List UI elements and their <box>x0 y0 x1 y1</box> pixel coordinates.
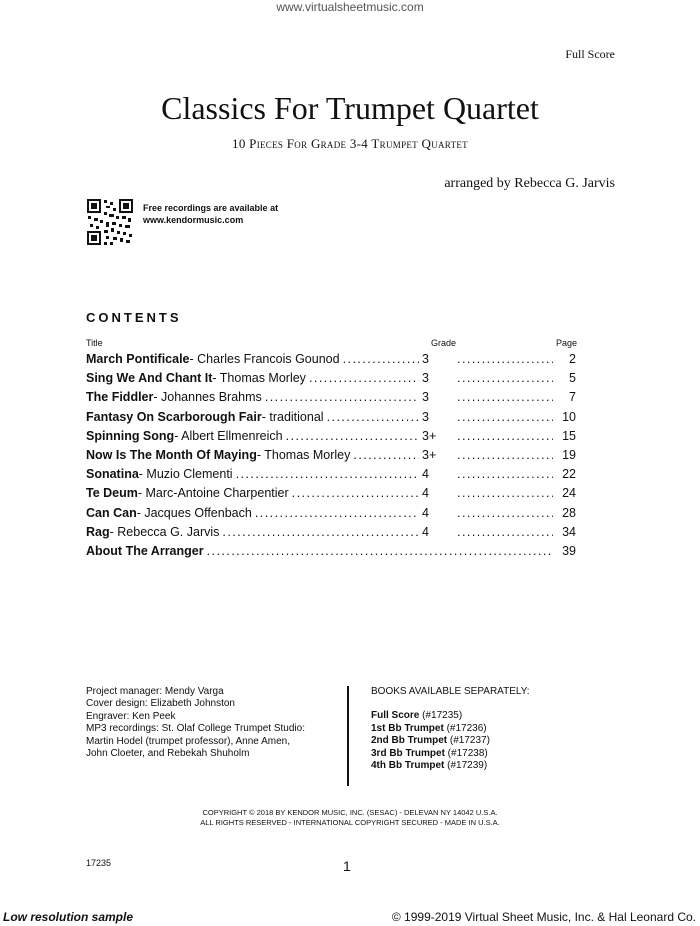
toc-composer: - Albert Ellmenreich <box>174 428 283 443</box>
toc-entry[interactable] <box>86 525 576 544</box>
toc-grade: 3+ <box>422 428 437 443</box>
toc-entry[interactable] <box>86 467 576 486</box>
toc-composer: - traditional <box>261 409 324 424</box>
toc-composer: - Marc-Antoine Charpentier <box>137 486 289 501</box>
toc-page: 15 <box>562 428 576 443</box>
toc-grade: 3 <box>422 390 429 405</box>
toc-composer: - Jacques Offenbach <box>136 505 252 520</box>
page-title: Classics For Trumpet Quartet <box>161 90 539 126</box>
credit-line: Martin Hodel (trumpet professor), Anne Amen, <box>86 735 290 747</box>
toc-page: 10 <box>562 409 576 424</box>
book-number: (#17237) <box>447 735 490 747</box>
toc-leader <box>457 448 553 462</box>
toc-page: 5 <box>569 371 576 386</box>
toc-entry[interactable] <box>86 429 576 448</box>
subtitle: 10 Pieces For Grade 3-4 Trumpet Quartet <box>232 136 468 151</box>
toc-title: About The Arranger <box>86 543 204 558</box>
toc-title: Can Can <box>86 505 137 520</box>
recordings-url[interactable]: www.kendormusic.com <box>143 215 244 225</box>
book-item <box>371 735 530 747</box>
credit-line: Project manager: Mendy Varga <box>86 686 224 697</box>
toc-leader <box>222 525 419 539</box>
toc-page: 28 <box>562 505 576 520</box>
credit-line: Cover design: Elizabeth Johnston <box>86 698 235 710</box>
toc-grade: 4 <box>422 486 429 501</box>
toc-leader <box>457 390 553 404</box>
credit-line: John Cloeter, and Rebekah Shuholm <box>86 748 250 760</box>
credit-line: MP3 recordings: St. Olaf College Trumpet Studio: <box>86 723 305 735</box>
book-item <box>371 710 530 722</box>
copyright-line2: ALL RIGHTS RESERVED - INTERNATIONAL COPYRIGHT SECURED - MADE IN U.S.A. <box>200 818 500 827</box>
full-score-label: Full Score <box>565 47 615 61</box>
book-name: 4th Bb Trumpet <box>371 760 445 772</box>
divider <box>347 686 349 786</box>
toc-entry[interactable] <box>86 410 576 429</box>
toc-composer: - Thomas Morley <box>212 371 306 386</box>
toc-grade: 3 <box>422 371 429 386</box>
book-item <box>371 760 530 772</box>
qr-code-icon[interactable] <box>86 198 134 246</box>
toc-leader <box>309 371 419 385</box>
toc-page: 2 <box>569 352 576 366</box>
toc-composer: - Johannes Brahms <box>153 390 262 405</box>
toc-page: 34 <box>562 524 576 539</box>
toc-leader <box>236 467 419 481</box>
title-column-header: Title <box>86 338 103 348</box>
grade-column-header: Grade <box>431 338 457 348</box>
toc-entry[interactable] <box>86 371 576 390</box>
toc-leader <box>457 352 553 366</box>
toc-page: 39 <box>562 543 576 558</box>
books-available <box>371 686 530 772</box>
toc-page: 19 <box>562 447 576 462</box>
toc-entry[interactable] <box>86 506 576 525</box>
credits-block <box>86 686 305 760</box>
toc-leader <box>255 506 419 520</box>
toc-grade: 4 <box>422 524 429 539</box>
toc-leader <box>343 352 419 366</box>
book-number: (#17236) <box>443 722 487 734</box>
toc-leader <box>207 544 553 558</box>
toc-leader <box>265 390 419 404</box>
copyright-notice <box>0 808 700 828</box>
toc-title: Rag <box>86 524 110 539</box>
toc-title: Sing We And Chant It <box>86 371 213 386</box>
copyright-footer: © 1999-2019 Virtual Sheet Music, Inc. & Hal Leonard Co. <box>391 910 696 924</box>
toc-grade: 3 <box>422 352 429 366</box>
toc-grade: 3+ <box>422 447 437 462</box>
recordings-note-line1: Free recordings are available at <box>143 203 279 213</box>
book-number: (#17239) <box>444 760 488 772</box>
toc-entry[interactable] <box>86 352 576 371</box>
arranger-credit: arranged by Rebecca G. Jarvis <box>444 176 615 191</box>
site-url: www.virtualsheetmusic.com <box>276 0 424 14</box>
book-number: (#17235) <box>419 710 463 722</box>
toc-grade: 3 <box>422 409 429 424</box>
toc-composer: - Rebecca G. Jarvis <box>109 524 220 539</box>
toc-title: The Fiddler <box>86 390 154 405</box>
contents-heading: CONTENTS <box>86 310 182 325</box>
catalog-number: 17235 <box>86 858 112 868</box>
toc-leader <box>457 429 553 443</box>
low-res-notice: Low resolution sample <box>3 910 134 924</box>
toc-composer: - Thomas Morley <box>256 447 351 462</box>
copyright-line1: COPYRIGHT © 2018 BY KENDOR MUSIC, INC. (SESAC) - DELEVAN NY 14042 U.S.A. <box>202 808 498 817</box>
toc-leader <box>327 410 419 424</box>
books-heading: BOOKS AVAILABLE SEPARATELY: <box>371 686 530 697</box>
book-name: 1st Bb Trumpet <box>371 722 444 734</box>
page-column-header: Page <box>556 338 578 348</box>
toc-leader <box>457 506 553 520</box>
book-name: Full Score <box>371 710 420 722</box>
toc-leader <box>292 486 419 500</box>
toc-grade: 4 <box>422 467 429 482</box>
toc-title: Fantasy On Scarborough Fair <box>86 409 262 424</box>
table-of-contents <box>86 352 576 563</box>
toc-composer: - Muzio Clementi <box>138 467 233 482</box>
toc-title: Now Is The Month Of Maying <box>86 447 257 462</box>
book-name: 3rd Bb Trumpet <box>371 747 445 759</box>
book-item <box>371 748 530 760</box>
toc-composer: - Charles Francois Gounod <box>189 352 340 366</box>
toc-leader <box>457 410 553 424</box>
toc-page: 7 <box>569 390 576 405</box>
toc-page: 24 <box>562 486 576 501</box>
toc-entry[interactable] <box>86 544 576 563</box>
toc-leader <box>457 467 553 481</box>
book-number: (#17238) <box>444 747 488 759</box>
toc-leader <box>457 371 553 385</box>
toc-title: Sonatina <box>86 467 139 482</box>
toc-leader <box>353 448 419 462</box>
toc-leader <box>457 525 553 539</box>
toc-entry[interactable] <box>86 448 576 467</box>
toc-title: Spinning Song <box>86 428 175 443</box>
toc-leader <box>457 486 553 500</box>
toc-page: 22 <box>562 467 576 482</box>
toc-title: March Pontificale <box>86 352 190 366</box>
book-item <box>371 723 530 735</box>
page-number: 1 <box>343 858 351 874</box>
recordings-note <box>143 202 278 226</box>
toc-leader <box>286 429 419 443</box>
toc-grade: 4 <box>422 505 429 520</box>
credit-line: Engraver: Ken Peek <box>86 710 176 722</box>
toc-title: Te Deum <box>86 486 138 501</box>
toc-entry[interactable] <box>86 486 576 505</box>
book-name: 2nd Bb Trumpet <box>371 735 448 747</box>
toc-entry[interactable] <box>86 390 576 409</box>
